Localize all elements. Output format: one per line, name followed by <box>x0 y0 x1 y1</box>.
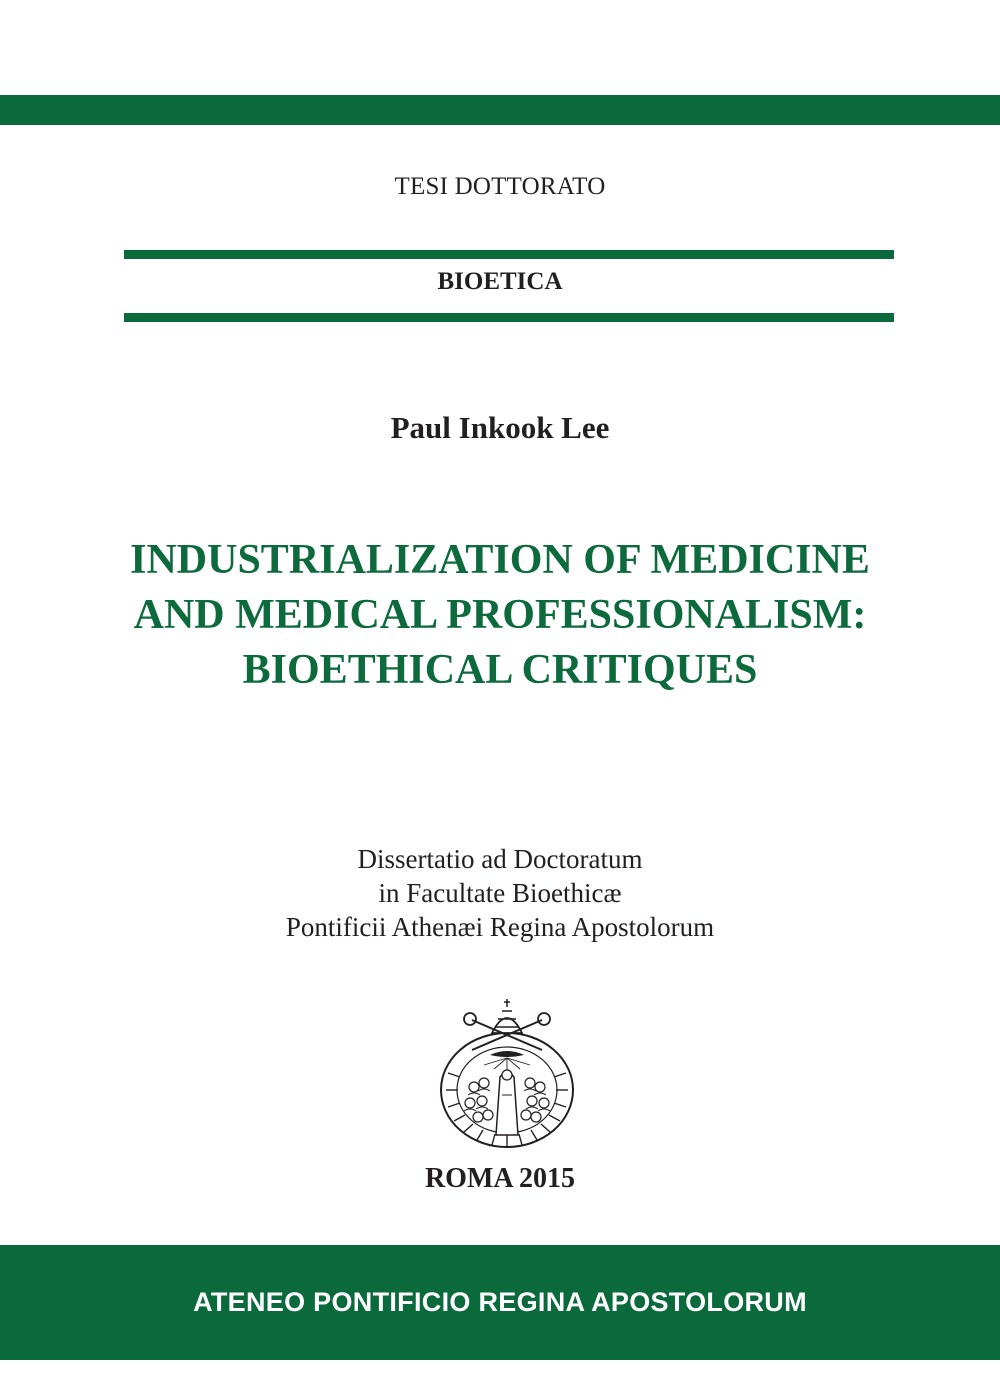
title-line: INDUSTRIALIZATION OF MEDICINE <box>130 537 870 583</box>
title-line: AND MEDICAL PROFESSIONALISM: <box>133 592 867 638</box>
top-green-band <box>0 95 1000 125</box>
subject-rule-bottom <box>124 313 894 322</box>
publisher-name: ATENEO PONTIFICIO REGINA APOSTOLORUM <box>193 1287 807 1317</box>
place-and-year: ROMA 2015 <box>424 1163 576 1194</box>
university-seal-icon <box>432 995 582 1150</box>
author-name: Paul Inkook Lee <box>390 410 610 445</box>
subject-label: BIOETICA <box>437 268 563 295</box>
thesis-title <box>0 533 1000 698</box>
series-label: TESI DOTTORATO <box>394 173 606 200</box>
dissertation-line: Pontificii Athenæi Regina Apostolorum <box>285 912 715 942</box>
title-line: BIOETHICAL CRITIQUES <box>242 647 758 693</box>
dissertation-line: in Facultate Bioethicæ <box>378 878 622 908</box>
dissertation-line: Dissertatio ad Doctoratum <box>357 844 643 874</box>
dissertation-statement <box>0 842 1000 944</box>
subject-rule-top <box>124 250 894 259</box>
